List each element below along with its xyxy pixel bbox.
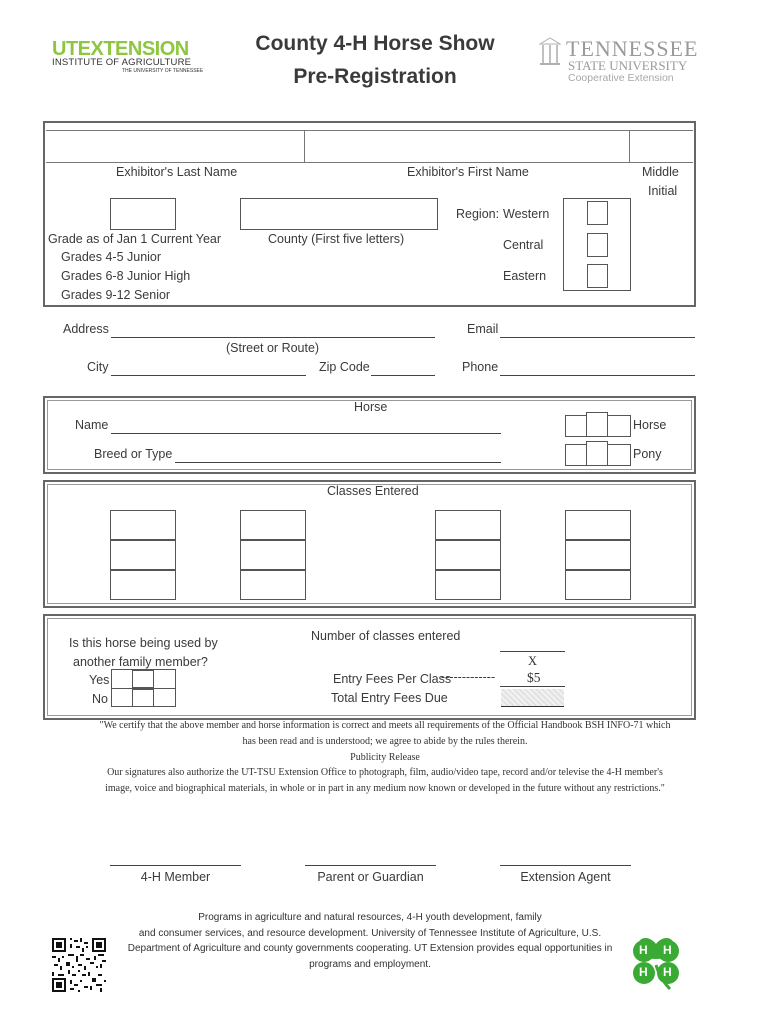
region-western-checkbox[interactable]	[587, 201, 608, 225]
region-eastern-checkbox[interactable]	[587, 264, 608, 288]
region-eastern-label: Eastern	[503, 269, 547, 283]
tsu-building-icon	[538, 36, 562, 72]
member-signature-label: 4-H Member	[140, 870, 211, 884]
region-central-label: Central	[503, 238, 544, 252]
email-label: Email	[467, 322, 499, 336]
parent-signature-line[interactable]	[305, 865, 436, 866]
horse-type-label: Horse	[633, 418, 667, 432]
class-entry-box[interactable]	[565, 510, 631, 540]
entry-fee-label: Entry Fees Per Class	[333, 672, 452, 686]
grade-input[interactable]	[110, 198, 176, 230]
region-central-checkbox[interactable]	[587, 233, 608, 257]
ut-logo-university: THE UNIVERSITY OF TENNESSEE	[122, 68, 204, 74]
ut-logo-institute: INSTITUTE OF AGRICULTURE	[52, 57, 192, 68]
pony-type-checkbox[interactable]	[586, 441, 608, 466]
grade-option-junior: Grades 4-5 Junior	[61, 250, 162, 264]
certification-line1: "We certify that the above member and horse information is correct and meets all requirements of the Official Handbook BSH INFO-71 which	[99, 720, 671, 731]
clover-letter: H	[663, 943, 672, 957]
breed-input-line[interactable]	[175, 462, 501, 463]
four-h-clover-icon	[626, 935, 686, 993]
page-title-line2: Pre-Registration	[293, 65, 457, 88]
agent-signature-label: Extension Agent	[520, 870, 611, 884]
shared-horse-question-line1: Is this horse being used by	[69, 636, 218, 650]
publicity-release-title: Publicity Release	[350, 752, 420, 763]
class-entry-box[interactable]	[110, 570, 176, 600]
address-label: Address	[63, 322, 109, 336]
no-label: No	[92, 692, 108, 706]
region-western-label: Western	[503, 207, 550, 221]
footer-disclaimer-line4: programs and employment.	[309, 959, 431, 970]
class-entry-box[interactable]	[435, 570, 501, 600]
grade-option-junior-high: Grades 6-8 Junior High	[61, 269, 191, 283]
class-entry-box[interactable]	[435, 540, 501, 570]
certification-line2: has been read and is understood; we agree to abide by the rules therein.	[242, 736, 528, 747]
footer-disclaimer-line2: and consumer services, and resource development. University of Tennessee Institute of Agriculture, U.S.	[138, 928, 602, 939]
zip-label: Zip Code	[319, 360, 370, 374]
parent-signature-label: Parent or Guardian	[317, 870, 424, 884]
ut-extension-logo	[52, 38, 212, 78]
region-label: Region:	[456, 207, 500, 221]
footer-disclaimer-line1: Programs in agriculture and natural resources, 4-H youth development, family	[198, 912, 542, 923]
class-entry-box[interactable]	[435, 510, 501, 540]
middle-label: Middle	[642, 165, 679, 179]
page-title-line1: County 4-H Horse Show	[255, 32, 495, 55]
member-signature-line[interactable]	[110, 865, 241, 866]
county-label: County (First five letters)	[268, 232, 405, 246]
clover-letter: H	[639, 943, 648, 957]
yes-label: Yes	[89, 673, 110, 687]
initial-label: Initial	[648, 184, 678, 198]
clover-letter: H	[663, 965, 672, 979]
num-classes-input-line[interactable]	[500, 651, 565, 652]
grade-option-senior: Grades 9-12 Senior	[61, 288, 171, 302]
total-fees-label: Total Entry Fees Due	[331, 691, 448, 705]
yes-checkbox[interactable]	[132, 670, 154, 688]
tsu-logo-line2: STATE UNIVERSITY	[568, 58, 688, 73]
class-entry-box[interactable]	[240, 510, 306, 540]
city-label: City	[87, 360, 109, 374]
class-entry-box[interactable]	[565, 540, 631, 570]
tsu-logo-line3: Cooperative Extension	[568, 72, 674, 84]
class-entry-box[interactable]	[110, 510, 176, 540]
last-name-label: Exhibitor's Last Name	[116, 165, 238, 179]
class-entry-box[interactable]	[565, 570, 631, 600]
address-input-line[interactable]	[111, 337, 435, 338]
tsu-logo	[538, 36, 698, 88]
phone-label: Phone	[462, 360, 499, 374]
first-name-input[interactable]	[305, 130, 630, 163]
clover-letter: H	[639, 965, 648, 979]
pony-type-label: Pony	[633, 447, 662, 461]
entry-fee-leader: -------------	[441, 670, 496, 684]
agent-signature-line[interactable]	[500, 865, 631, 866]
num-classes-label: Number of classes entered	[311, 629, 461, 643]
zip-input-line[interactable]	[371, 375, 435, 376]
class-entry-box[interactable]	[110, 540, 176, 570]
horse-section-label: Horse	[354, 400, 388, 414]
certification-line4: image, voice and biographical materials, in whole or in part in any medium now known or developed in the future without any restrictions."	[105, 783, 665, 794]
middle-initial-input[interactable]	[630, 130, 693, 163]
multiply-symbol: X	[528, 654, 538, 668]
no-checkbox[interactable]	[132, 689, 154, 707]
grade-label: Grade as of Jan 1 Current Year	[48, 232, 222, 246]
total-fees-input[interactable]	[501, 689, 564, 707]
city-input-line[interactable]	[111, 375, 306, 376]
four-h-clover-logo	[626, 935, 686, 993]
horse-type-checkbox[interactable]	[586, 412, 608, 437]
footer-disclaimer-line3: Department of Agriculture and county governments cooperating. UT Extension provides equal opportunities in	[127, 943, 613, 954]
class-entry-box[interactable]	[240, 540, 306, 570]
entry-fee-value: $5	[527, 670, 541, 685]
county-input[interactable]	[240, 198, 438, 230]
last-name-input[interactable]	[46, 130, 305, 163]
breed-label: Breed or Type	[94, 447, 173, 461]
first-name-label: Exhibitor's First Name	[407, 165, 529, 179]
class-entry-box[interactable]	[240, 570, 306, 600]
street-label: (Street or Route)	[226, 341, 320, 355]
shared-horse-question-line2: another family member?	[73, 655, 208, 669]
tsu-logo-line1: TENNESSEE	[566, 36, 699, 61]
ut-logo-brand: UTEXTENSION	[52, 38, 189, 60]
phone-input-line[interactable]	[500, 375, 695, 376]
certification-line3: Our signatures also authorize the UT-TSU Extension Office to photograph, film, audio/video tape, record and/or televise the 4-H member's	[107, 767, 663, 778]
entry-fee-underline	[500, 686, 565, 687]
classes-section-label: Classes Entered	[327, 484, 419, 498]
email-input-line[interactable]	[500, 337, 695, 338]
horse-name-label: Name	[75, 418, 109, 432]
horse-name-input-line[interactable]	[111, 433, 501, 434]
